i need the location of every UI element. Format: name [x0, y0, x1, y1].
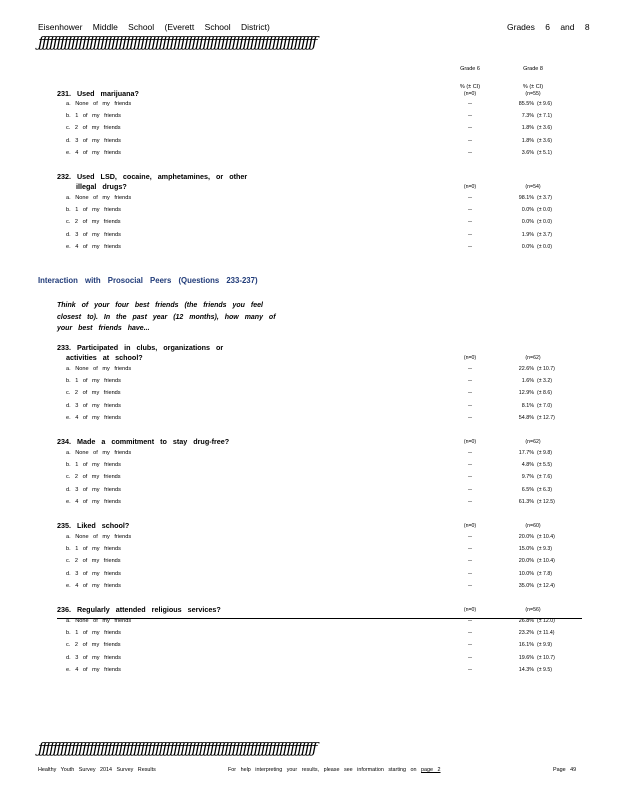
- question-233-n-grade8: (n=62): [525, 355, 541, 361]
- grade8-percent: 0.0%: [521, 243, 534, 250]
- option-label: a. None of my friends: [66, 534, 132, 540]
- option-label: a. None of my friends: [66, 618, 132, 624]
- question-234-n-grade8: (n=62): [525, 439, 541, 445]
- option-label: e. 4 of my friends: [66, 243, 121, 250]
- grade8-percent: 1.8%: [521, 137, 534, 144]
- question-235-n-grade6: (n=0): [463, 523, 477, 529]
- grade6-value: --: [468, 630, 472, 637]
- option-label: a. None of my friends: [66, 450, 132, 456]
- grade6-value: --: [468, 378, 472, 385]
- grade8-percent: 22.6%: [518, 366, 534, 372]
- grade6-value: --: [468, 207, 472, 214]
- question-234-n-grade6: (n=0): [463, 439, 477, 445]
- option-label: d. 3 of my friends: [66, 137, 121, 144]
- grade6-value: --: [468, 137, 472, 144]
- option-label: e. 4 of my friends: [66, 666, 121, 673]
- question-235-title: 235. Liked school?: [57, 521, 130, 530]
- option-label: d. 3 of my friends: [66, 654, 121, 661]
- question-232-n-grade6: (n=0): [463, 184, 477, 190]
- grade8-percent: 20.0%: [518, 558, 534, 565]
- grade8-confidence-interval: (± 0.0): [537, 207, 552, 214]
- grade8-confidence-interval: (± 5.5): [537, 462, 552, 469]
- grade8-confidence-interval: (± 3.6): [537, 137, 552, 144]
- option-label: b. 1 of my friends: [66, 113, 121, 120]
- grade8-confidence-interval: (± 8.6): [537, 390, 552, 397]
- question-233-title-line1: 233. Participated in clubs, organizations or: [57, 343, 224, 352]
- option-label: b. 1 of my friends: [66, 462, 121, 469]
- grade8-confidence-interval: (± 3.2): [537, 378, 552, 385]
- grade6-value: --: [468, 558, 472, 565]
- question-231-n-grade6: (n=0): [463, 91, 477, 97]
- question-236-n-grade6: (n=0): [463, 607, 477, 613]
- grade8-confidence-interval: (± 10.7): [537, 366, 555, 372]
- option-label: a. None of my friends: [66, 195, 132, 201]
- option-label: b. 1 of my friends: [66, 546, 121, 553]
- grade8-confidence-interval: (± 10.7): [537, 654, 555, 661]
- grade8-confidence-interval: (± 9.8): [537, 450, 552, 456]
- option-label: e. 4 of my friends: [66, 414, 121, 421]
- grade6-value: --: [468, 149, 472, 156]
- footer-separator: ƒƒƒƒƒƒƒƒƒƒƒƒƒƒƒƒƒƒƒƒƒƒƒƒƒƒƒƒƒƒƒƒƒƒƒƒƒƒƒƒƒƒƒƒƒƒƒƒƒƒƒƒƒƒƒƒƒƒƒƒƒƒƒƒƒƒƒƒƒƒƒƒƒƒƒƒ: [38, 739, 316, 757]
- grade6-value: --: [468, 113, 472, 120]
- grade8-percent: 0.0%: [521, 219, 534, 226]
- grade8-column-header: Grade 8: [523, 66, 543, 72]
- grade8-confidence-interval: (± 6.3): [537, 486, 552, 493]
- grade6-value: --: [468, 231, 472, 238]
- grade6-value: --: [468, 101, 472, 107]
- grade6-value: --: [468, 570, 472, 577]
- grade8-confidence-interval: (± 12.0): [537, 618, 555, 624]
- grade6-value: --: [468, 582, 472, 589]
- option-label: d. 3 of my friends: [66, 486, 121, 493]
- grade8-confidence-interval: (± 0.0): [537, 243, 552, 250]
- grade6-value: --: [468, 534, 472, 540]
- footer-page-link[interactable]: page 2: [421, 767, 441, 773]
- grade8-percent: 19.6%: [518, 654, 534, 661]
- option-label: a. None of my friends: [66, 101, 132, 107]
- grade8-confidence-interval: (± 3.6): [537, 125, 552, 132]
- grade6-value: --: [468, 618, 472, 624]
- grade8-percent: 9.7%: [521, 474, 534, 481]
- grade6-value: --: [468, 390, 472, 397]
- grade8-confidence-interval: (± 12.4): [537, 582, 555, 589]
- grade6-ci-label: % (± CI): [459, 84, 481, 90]
- footer-help-prefix: For help interpreting your results, please see information starting on: [228, 767, 417, 773]
- grade8-percent: 4.8%: [521, 462, 534, 469]
- option-label: c. 2 of my friends: [66, 219, 121, 226]
- option-label: c. 2 of my friends: [66, 474, 121, 481]
- question-232-title-line2: illegal drugs?: [76, 182, 127, 191]
- header-separator: ƒƒƒƒƒƒƒƒƒƒƒƒƒƒƒƒƒƒƒƒƒƒƒƒƒƒƒƒƒƒƒƒƒƒƒƒƒƒƒƒƒƒƒƒƒƒƒƒƒƒƒƒƒƒƒƒƒƒƒƒƒƒƒƒƒƒƒƒƒƒƒƒƒƒƒƒ: [38, 33, 316, 51]
- grade8-percent: 23.2%: [518, 630, 534, 637]
- grade8-confidence-interval: (± 7.6): [537, 474, 552, 481]
- question-233-title-line2: activities at school?: [66, 353, 143, 362]
- grade8-percent: 8.1%: [521, 402, 534, 409]
- grade8-percent: 1.8%: [521, 125, 534, 132]
- option-label: a. None of my friends: [66, 366, 132, 372]
- grade6-value: --: [468, 366, 472, 372]
- grade8-confidence-interval: (± 10.4): [537, 534, 555, 540]
- option-label: b. 1 of my friends: [66, 630, 121, 637]
- footer-help-text: [228, 767, 441, 773]
- grade8-percent: 98.1%: [518, 195, 534, 201]
- grade6-value: --: [468, 666, 472, 673]
- section-heading: Interaction with Prosocial Peers (Questions 233-237): [38, 276, 258, 285]
- grade6-value: --: [468, 642, 472, 649]
- grade8-percent: 1.6%: [521, 378, 534, 385]
- grade8-percent: 61.3%: [518, 498, 534, 505]
- option-label: c. 2 of my friends: [66, 390, 121, 397]
- grade8-percent: 85.5%: [518, 101, 534, 107]
- footer-page-number: Page 49: [553, 767, 577, 773]
- grade8-percent: 10.0%: [518, 570, 534, 577]
- grade8-percent: 1.9%: [521, 231, 534, 238]
- grade8-percent: 12.9%: [518, 390, 534, 397]
- grade8-percent: 14.3%: [518, 666, 534, 673]
- grade8-percent: 35.0%: [518, 582, 534, 589]
- grade8-percent: 17.7%: [518, 450, 534, 456]
- question-236-divider: [57, 618, 582, 619]
- option-label: c. 2 of my friends: [66, 642, 121, 649]
- question-231-title: 231. Used marijuana?: [57, 89, 139, 98]
- grade8-percent: 3.6%: [521, 149, 534, 156]
- report-school-title: Eisenhower Middle School (Everett School District): [38, 22, 270, 32]
- question-232-title-line1: 232. Used LSD, cocaine, amphetamines, or other: [57, 172, 248, 181]
- grade6-value: --: [468, 195, 472, 201]
- grade8-percent: 15.0%: [518, 546, 534, 553]
- question-232-n-grade8: (n=54): [525, 184, 541, 190]
- option-label: e. 4 of my friends: [66, 498, 121, 505]
- grade8-percent: 0.0%: [521, 207, 534, 214]
- grade8-confidence-interval: (± 9.9): [537, 642, 552, 649]
- grade8-confidence-interval: (± 3.7): [537, 231, 552, 238]
- grade6-value: --: [468, 546, 472, 553]
- question-235-n-grade8: (n=60): [525, 523, 541, 529]
- grade6-value: --: [468, 474, 472, 481]
- grade6-value: --: [468, 654, 472, 661]
- grade8-confidence-interval: (± 9.3): [537, 546, 552, 553]
- grade8-confidence-interval: (± 3.7): [537, 195, 552, 201]
- grade6-value: --: [468, 243, 472, 250]
- grade8-confidence-interval: (± 9.6): [537, 101, 552, 107]
- section-intro: Think of your four best friends (the friends you feel closest to). In the past year (12 months), how many of your best friends have...: [57, 302, 276, 332]
- grade6-value: --: [468, 219, 472, 226]
- option-label: e. 4 of my friends: [66, 149, 121, 156]
- question-231-n-grade8: (n=55): [525, 91, 541, 97]
- grade8-confidence-interval: (± 0.0): [537, 219, 552, 226]
- grade8-percent: 54.8%: [518, 414, 534, 421]
- grade6-value: --: [468, 414, 472, 421]
- grade8-percent: 26.8%: [518, 618, 534, 624]
- question-236-n-grade8: (n=56): [525, 607, 541, 613]
- option-label: b. 1 of my friends: [66, 378, 121, 385]
- grade6-value: --: [468, 125, 472, 132]
- grade8-confidence-interval: (± 12.5): [537, 498, 555, 505]
- grade8-percent: 7.3%: [521, 113, 534, 120]
- question-236-title: 236. Regularly attended religious services?: [57, 605, 221, 614]
- grade8-confidence-interval: (± 12.7): [537, 414, 555, 421]
- grade6-value: --: [468, 498, 472, 505]
- grade8-percent: 20.0%: [518, 534, 534, 540]
- grade6-value: --: [468, 462, 472, 469]
- question-234-title: 234. Made a commitment to stay drug-free?: [57, 437, 230, 446]
- footer-survey-title: Healthy Youth Survey 2014 Survey Results: [38, 767, 156, 773]
- grade6-column-header: Grade 6: [460, 66, 480, 72]
- option-label: d. 3 of my friends: [66, 402, 121, 409]
- grade6-value: --: [468, 450, 472, 456]
- grade8-percent: 16.1%: [518, 642, 534, 649]
- grade6-value: --: [468, 486, 472, 493]
- grade8-confidence-interval: (± 7.1): [537, 113, 552, 120]
- grade8-ci-label: % (± CI): [522, 84, 544, 90]
- option-label: c. 2 of my friends: [66, 125, 121, 132]
- report-grades: Grades 6 and 8: [507, 22, 590, 32]
- option-label: d. 3 of my friends: [66, 570, 121, 577]
- grade8-confidence-interval: (± 5.1): [537, 149, 552, 156]
- option-label: c. 2 of my friends: [66, 558, 121, 565]
- option-label: b. 1 of my friends: [66, 207, 121, 214]
- grade8-percent: 6.5%: [521, 486, 534, 493]
- grade8-confidence-interval: (± 11.4): [537, 630, 555, 637]
- option-label: e. 4 of my friends: [66, 582, 121, 589]
- grade8-confidence-interval: (± 7.0): [537, 402, 552, 409]
- grade8-confidence-interval: (± 10.4): [537, 558, 555, 565]
- grade8-confidence-interval: (± 9.5): [537, 666, 552, 673]
- grade8-confidence-interval: (± 7.8): [537, 570, 552, 577]
- grade6-value: --: [468, 402, 472, 409]
- question-233-n-grade6: (n=0): [463, 355, 477, 361]
- option-label: d. 3 of my friends: [66, 231, 121, 238]
